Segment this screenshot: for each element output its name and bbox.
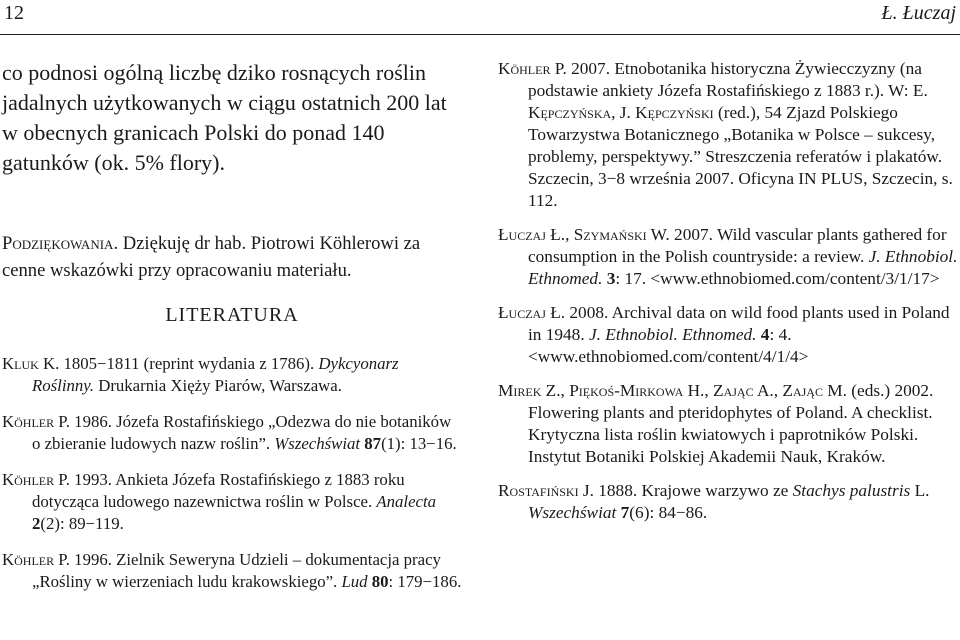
ref-text: 1888. Krajowe warzywo ze <box>593 481 793 500</box>
ref-title: Dykcyonarz Roślinny. <box>32 354 399 395</box>
header-rule <box>0 34 960 35</box>
ref-text-2: L. <box>910 481 930 500</box>
ref-text: 1805−1811 (reprint wydania z 1786). <box>59 354 319 373</box>
ref-volume: 4 <box>756 325 770 344</box>
ref-author: Köhler P. <box>2 470 70 489</box>
ref-tail: (1): 13−16. <box>381 434 457 453</box>
ref-text: 2007. Wild vascular plants gathered for consumption in the Polish countryside: a review. <box>528 225 947 266</box>
ref-author: Rostafiński J. <box>498 481 594 500</box>
ref-text: 1996. Zielnik Seweryna Udzieli – dokumentacja pracy „Rośliny w wierzeniach ludu krakowskiego”. <box>32 550 441 591</box>
ref-tail: : 17. <www.ethnobiomed.com/content/3/1/17> <box>615 269 940 288</box>
ref-author: Mirek Z., Piękoś-Mirkowa H., Zając A., Zając M. <box>498 381 847 400</box>
ref-text: 1993. Ankieta Józefa Rostafińskiego z 1883 roku dotycząca ludowego nazewnictwa roślin w Polsce. <box>32 470 405 511</box>
ref-author: Kluk K. <box>2 354 60 373</box>
ref-species: Stachys palustris <box>792 481 911 500</box>
ref-journal: Wszechświat <box>274 434 361 453</box>
ref-author: Köhler P. <box>2 412 70 431</box>
ref-text: 2008. Archival data on wild food plants used in Poland in 1948. <box>528 303 950 344</box>
ref-author: Łuczaj Ł. <box>498 303 566 322</box>
reference-entry <box>2 353 462 397</box>
ref-author: Köhler P. <box>498 59 567 78</box>
ref-journal: J. Ethnobiol. Ethnomed. <box>588 325 757 344</box>
reference-entry <box>498 224 960 290</box>
ref-tail: Drukarnia Xięży Piarów, Warszawa. <box>94 376 342 395</box>
ack-label: Podziękowania <box>2 233 114 254</box>
page-header <box>0 0 960 36</box>
reference-entry <box>498 302 960 368</box>
ref-tail: : 179−186. <box>388 572 462 591</box>
ref-text: (eds.) 2002. Flowering plants and pteridophytes of Poland. A checklist. Krytyczna lista roślin kwiatowych i paprotników Polski. Instytut Botaniki Polskiej Akademii Nauk, Kraków. <box>528 381 934 466</box>
reference-entry <box>498 480 960 524</box>
ref-volume: 7 <box>616 503 630 522</box>
ref-journal: Wszechświat <box>528 503 617 522</box>
ref-editors: E. Kępczyńska, J. Kępczyński <box>528 81 928 122</box>
reference-entry <box>498 58 960 212</box>
reference-entry <box>498 380 960 468</box>
ref-text: 1986. Józefa Rostafińskiego „Odezwa do nie botaników o zbieranie ludowych nazw roślin”. <box>32 412 452 453</box>
page-number: 12 <box>4 2 24 24</box>
ref-journal: J. Ethnobiol. Ethnomed. <box>528 247 958 288</box>
ref-volume: 80 <box>367 572 389 591</box>
ref-volume: 2 <box>32 514 41 533</box>
intro-paragraph: co podnosi ogólną liczbę dziko rosnących roślin jadalnych użytkowanych w ciągu ostatnich 200 lat w obecnych granicach Polski do ponad 140 gatunków (ok. 5% flory). <box>2 60 447 175</box>
ref-tail: (red.), 54 Zjazd Polskiego Towarzystwa Botanicznego „Botanika w Polsce – sukcesy, problemy, perspektywy.” Streszczenia referatów i plakatów. Szczecin, 3−8 września 2007. Oficyna IN PLUS, Szczecin, s. 112. <box>528 103 953 210</box>
ref-journal: Analecta <box>376 492 437 511</box>
ref-tail: : 4. <www.ethnobiomed.com/content/4/1/4> <box>528 325 809 366</box>
ref-text: 2007. Etnobotanika historyczna Żywiecczyzny (na podstawie ankiety Józefa Rostafińskiego z 1883 r.). W: <box>528 59 922 100</box>
running-author: Ł. Łuczaj <box>881 2 956 24</box>
left-column <box>2 58 462 593</box>
ref-journal: Lud <box>341 572 368 591</box>
acknowledgements <box>2 230 462 284</box>
ref-author: Köhler P. <box>2 550 70 569</box>
reference-entry <box>2 411 462 455</box>
ref-author: Łuczaj Ł., Szymański W. <box>498 225 670 244</box>
right-column <box>498 58 960 524</box>
ref-tail: (6): 84−86. <box>629 503 708 522</box>
ack-text: . Dziękuję dr hab. Piotrowi Köhlerowi za cenne wskazówki przy opracowaniu materiału. <box>2 233 421 281</box>
ref-volume: 87 <box>360 434 382 453</box>
ref-volume: 3 <box>602 269 616 288</box>
reference-entry <box>2 549 462 593</box>
ref-tail: (2): 89−119. <box>40 514 124 533</box>
references-heading: LITERATURA <box>165 304 299 326</box>
reference-entry <box>2 469 462 535</box>
